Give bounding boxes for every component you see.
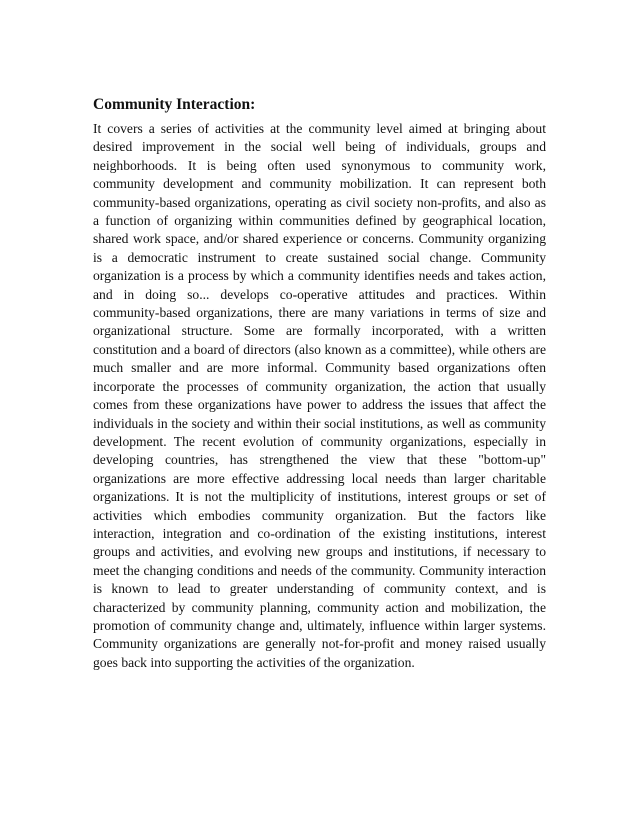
- document-content: [93, 95, 546, 672]
- body-paragraph: It covers a series of activities at the community level aimed at bringing about desired improvement in the social well being of individuals, groups and neighborhoods. It is being often used synonymous to community work, community development and community mobilization. It can represent both community-based organizations, operating as civil society non-profits, and also as a function of organizing within communities defined by geographical location, shared work space, and/or shared experience or concerns. Community organizing is a democratic instrument to create sustained social change. Community organization is a process by which a community identifies needs and takes action, and in doing so... develops co-operative attitudes and practices. Within community-based organizations, there are many variations in terms of size and organizational structure. Some are formally incorporated, with a written constitution and a board of directors (also known as a committee), while others are much smaller and are more informal. Community based organizations often incorporate the processes of community organization, the action that usually comes from these organizations have power to address the issues that affect the individuals in the society and within their social institutions, as well as community development. The recent evolution of community organizations, especially in developing countries, has strengthened the view that these "bottom-up" organizations are more effective addressing local needs than larger charitable organizations. It is not the multiplicity of institutions, interest groups or set of activities which embodies community organization. But the factors like interaction, integration and co-ordination of the existing institutions, interest groups and activities, and evolving new groups and institutions, if necessary to meet the changing conditions and needs of the community. Community interaction is known to lead to greater understanding of community context, and is characterized by community planning, community action and mobilization, the promotion of community change and, ultimately, influence within larger systems. Community organizations are generally not-for-profit and money raised usually goes back into supporting the activities of the organization.: [93, 121, 546, 670]
- section-heading: Community Interaction:: [93, 96, 256, 113]
